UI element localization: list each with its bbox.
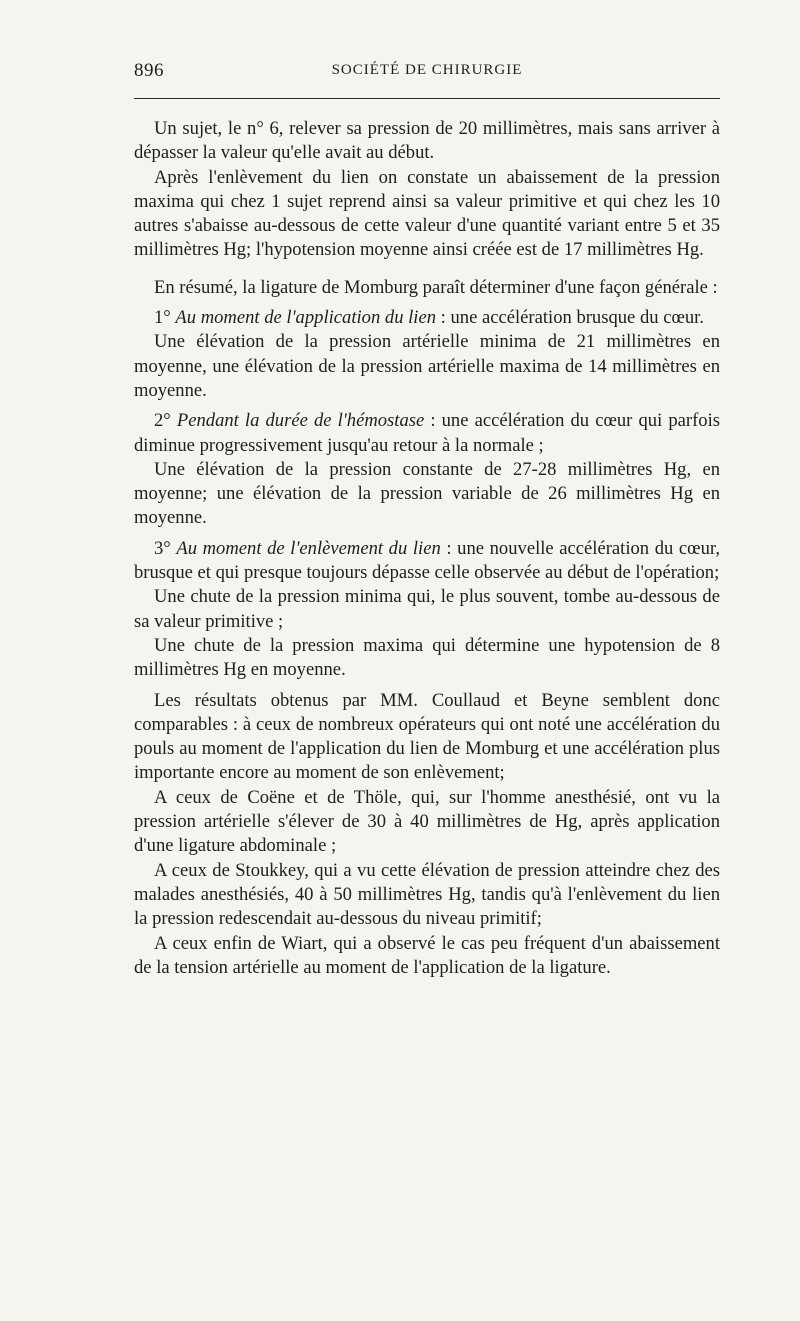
point-text: : une accélération du cœur qui parfois diminue progressivement jusqu'au retour à la normale ; [134, 410, 720, 456]
paragraph: Une élévation de la pression constante de 27-28 millimètres Hg, en moyenne; une élévation de la pression variable de 26 millimètres Hg en moyenne. [134, 458, 720, 529]
summary-point-1 [134, 306, 720, 330]
point-text: : une nouvelle accélération du cœur, brusque et qui presque toujours dépasse celle observée au début de l'opération; [134, 537, 720, 584]
paragraph: Les résultats obtenus par MM. Coullaud et Beyne semblent donc comparables : à ceux de nombreux opérateurs qui ont noté une accélération du pouls au moment de l'application du lien de Momburg et une accélération plus importante encore au moment de son enlèvement; [134, 689, 720, 784]
summary-point-3 [134, 537, 720, 586]
body-text [134, 117, 720, 980]
point-title: Pendant la durée de l'hémostase [176, 410, 425, 432]
point-number: 1° [154, 307, 171, 329]
page-number: 896 [134, 60, 164, 81]
paragraph: A ceux enfin de Wiart, qui a observé le cas peu fréquent d'un abaissement de la tension artérielle au moment de l'application de la ligature. [134, 932, 720, 978]
point-title: Au moment de l'enlèvement du lien [176, 537, 441, 559]
paragraph: Un sujet, le n° 6, relever sa pression de 20 millimètres, mais sans arriver à dépasser la valeur qu'elle avait au début. [134, 118, 720, 164]
page-header [134, 60, 720, 88]
paragraph: Une chute de la pression minima qui, le plus souvent, tombe au-dessous de sa valeur primitive ; [134, 586, 720, 632]
header-rule [134, 98, 720, 99]
point-number: 3° [154, 537, 171, 559]
running-head: SOCIÉTÉ DE CHIRURGIE [331, 62, 523, 78]
paragraph: Une élévation de la pression artérielle minima de 21 millimètres en moyenne, une élévation de la pression artérielle maxima de 14 millimètres en moyenne. [134, 331, 720, 401]
paragraph: A ceux de Stoukkey, qui a vu cette élévation de pression atteindre chez des malades anesthésiés, 40 à 50 millimètres Hg, tandis qu'à l'enlèvement du lien la pression redescendait au-dessous du niveau primitif; [134, 859, 720, 930]
paragraph: Une chute de la pression maxima qui détermine une hypotension de 8 millimètres Hg en moyenne. [134, 634, 720, 681]
paragraph: Après l'enlèvement du lien on constate un abaissement de la pression maxima qui chez 1 sujet reprend ainsi sa valeur primitive et qui chez les 10 autres s'abaisse au-dessous de cette valeur d'une quantité variant entre 5 et 35 millimètres Hg; l'hypotension moyenne ainsi créée est de 17 millimètres Hg. [134, 166, 720, 261]
summary-point-2 [134, 409, 720, 458]
paragraph: A ceux de Coëne et de Thöle, qui, sur l'homme anesthésié, ont vu la pression artérielle s'élever de 30 à 40 millimètres de Hg, après application d'une ligature abdominale ; [134, 786, 720, 857]
point-title: Au moment de l'application du lien [175, 307, 437, 329]
point-text: : une accélération brusque du cœur. [436, 307, 704, 329]
point-number: 2° [154, 410, 171, 432]
paragraph: En résumé, la ligature de Momburg paraît déterminer d'une façon générale : [154, 276, 718, 298]
